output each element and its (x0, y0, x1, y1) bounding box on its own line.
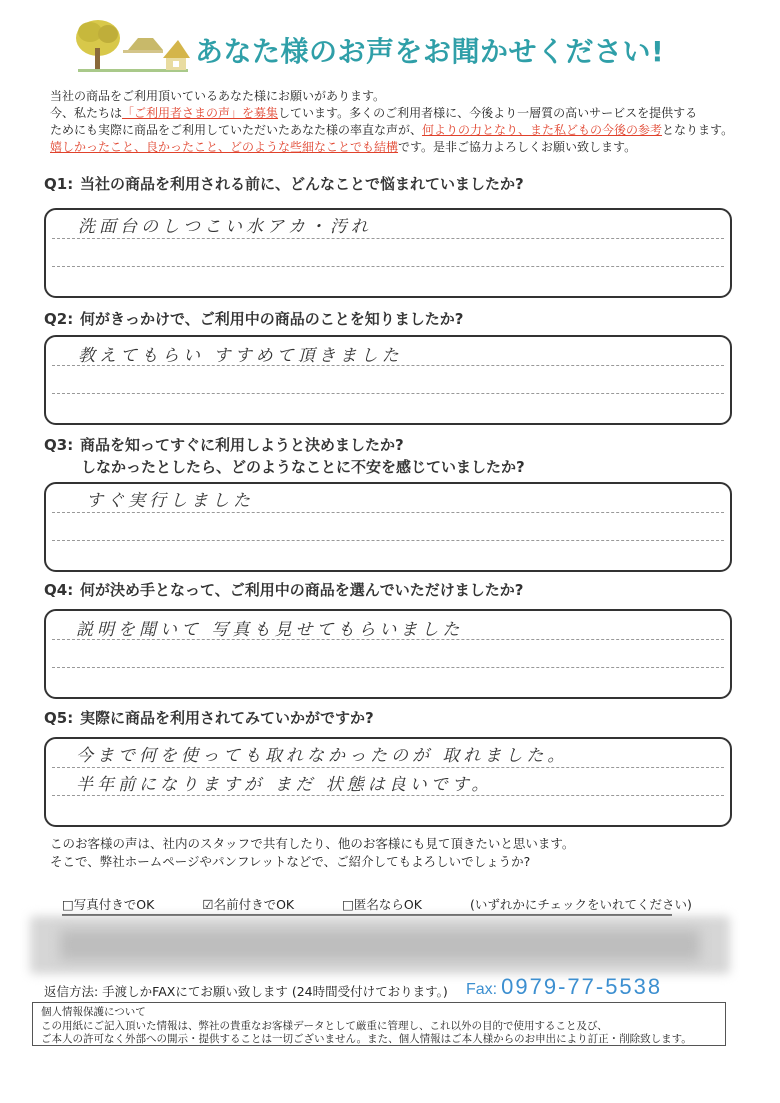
ruled-line (52, 767, 724, 768)
question-text: 実際に商品を利用されてみていかがですか? (80, 709, 374, 727)
intro-text-segment: しています。多くのご利用者様に、今後より一層質の高いサービスを提供する (278, 106, 698, 120)
question-text: 商品を知ってすぐに利用しようと決めましたか? (80, 436, 404, 454)
handwritten-answer: 洗面台のしつこい水アカ・汚れ (78, 217, 372, 237)
fax-number (466, 974, 662, 1000)
checkbox-name-ok[interactable]: ☑名前付きでOK (202, 897, 295, 912)
fax-label: Fax: (466, 981, 498, 998)
handwritten-answer: すぐ実行しました (86, 491, 254, 511)
privacy-line-2: ご本人の許可なく外部への開示・提供することは一切ございません。また、個人情報はご本人様からのお申出により訂正・削除致します。 (41, 1033, 692, 1045)
intro-text-segment: ためにも実際に商品をご利用していただいたあなた様の率直な声が、 (50, 123, 423, 137)
privacy-line-1: この用紙にご記入頂いた情報は、弊社の貴重なお客様データとして厳重に管理し、これ以外の目的で使用すること及び、 (41, 1019, 608, 1032)
intro-line-4 (50, 139, 750, 156)
highlight-text: 嬉しかったこと、良かったこと、どのような些細なことでも結構 (50, 140, 399, 154)
ruled-line (52, 238, 724, 239)
privacy-heading: 個人情報保護について (41, 1006, 146, 1018)
checkbox-note: (いずれかにチェックをいれてください) (469, 897, 692, 912)
question-1 (44, 173, 524, 195)
question-3 (44, 434, 525, 478)
answer-box-3[interactable] (44, 482, 732, 572)
fax-number-value: 0979-77-5538 (501, 974, 663, 999)
highlight-text: 何よりの力となり、また私どもの今後の参考 (422, 123, 663, 137)
privacy-notice (32, 1002, 726, 1046)
answer-box-4[interactable] (44, 609, 732, 699)
intro-line-2 (50, 105, 750, 122)
intro-text (50, 88, 750, 156)
tree-house-logo (68, 14, 193, 78)
answer-box-2[interactable] (44, 335, 732, 425)
permission-checkboxes (62, 895, 692, 916)
question-number: Q1: (44, 175, 74, 193)
question-number: Q4: (44, 581, 74, 599)
question-2 (44, 308, 463, 330)
intro-text-segment: です。是非ご協力よろしくお願い致します。 (398, 140, 637, 154)
handwritten-answer: 半年前になりますが まだ 状態は良いです。 (76, 775, 493, 795)
question-number: Q3: (44, 436, 74, 454)
ruled-line (52, 393, 724, 394)
question-4 (44, 579, 523, 601)
ruled-line (52, 667, 724, 668)
question-subtext: しなかったとしたら、どのようなことに不安を感じていましたか? (81, 458, 525, 476)
share-permission-text (50, 835, 574, 871)
highlight-text: 「ご利用者さまの声」を募集 (122, 106, 279, 120)
answer-box-5[interactable] (44, 737, 732, 827)
question-5 (44, 707, 374, 729)
ruled-line (52, 266, 724, 267)
ruled-line (52, 512, 724, 513)
question-number: Q5: (44, 709, 74, 727)
handwritten-answer: 今まで何を使っても取れなかったのが 取れました。 (76, 746, 569, 766)
checkbox-photo-ok[interactable]: □写真付きでOK (62, 897, 155, 912)
question-text: 当社の商品を利用される前に、どんなことで悩まれていましたか? (80, 175, 524, 193)
intro-line-1: 当社の商品をご利用頂いているあなた様にお願いがあります。 (50, 89, 386, 103)
handwritten-answer: 説明を聞いて 写真も見せてもらいました (76, 620, 464, 640)
ruled-line (52, 540, 724, 541)
question-text: 何がきっかけで、ご利用中の商品のことを知りましたか? (80, 310, 464, 328)
question-text: 何が決め手となって、ご利用中の商品を選んでいただけましたか? (80, 581, 524, 599)
question-number: Q2: (44, 310, 74, 328)
answer-box-1[interactable] (44, 208, 732, 298)
page-title: あなた様のお声をお聞かせください! (195, 35, 665, 68)
intro-line-3 (50, 122, 750, 139)
reply-method: 返信方法: 手渡しかFAXにてお願い致します (24時間受付けております。) (44, 984, 448, 999)
handwritten-answer: 教えてもらい すすめて頂きました (78, 346, 403, 366)
intro-text-segment: となります。 (662, 123, 734, 137)
ruled-line (52, 795, 724, 796)
intro-text-segment: 今、私たちは (50, 106, 123, 120)
share-line-1: このお客様の声は、社内のスタッフで共有したり、他のお客様にも見て頂きたいと思います。 (50, 836, 575, 851)
share-line-2: そこで、弊社ホームページやパンフレットなどで、ご紹介してもよろしいでしょうか? (50, 854, 531, 869)
checkbox-anonymous-ok[interactable]: □匿名ならOK (342, 897, 422, 912)
redacted-personal-info-inner (60, 930, 700, 960)
